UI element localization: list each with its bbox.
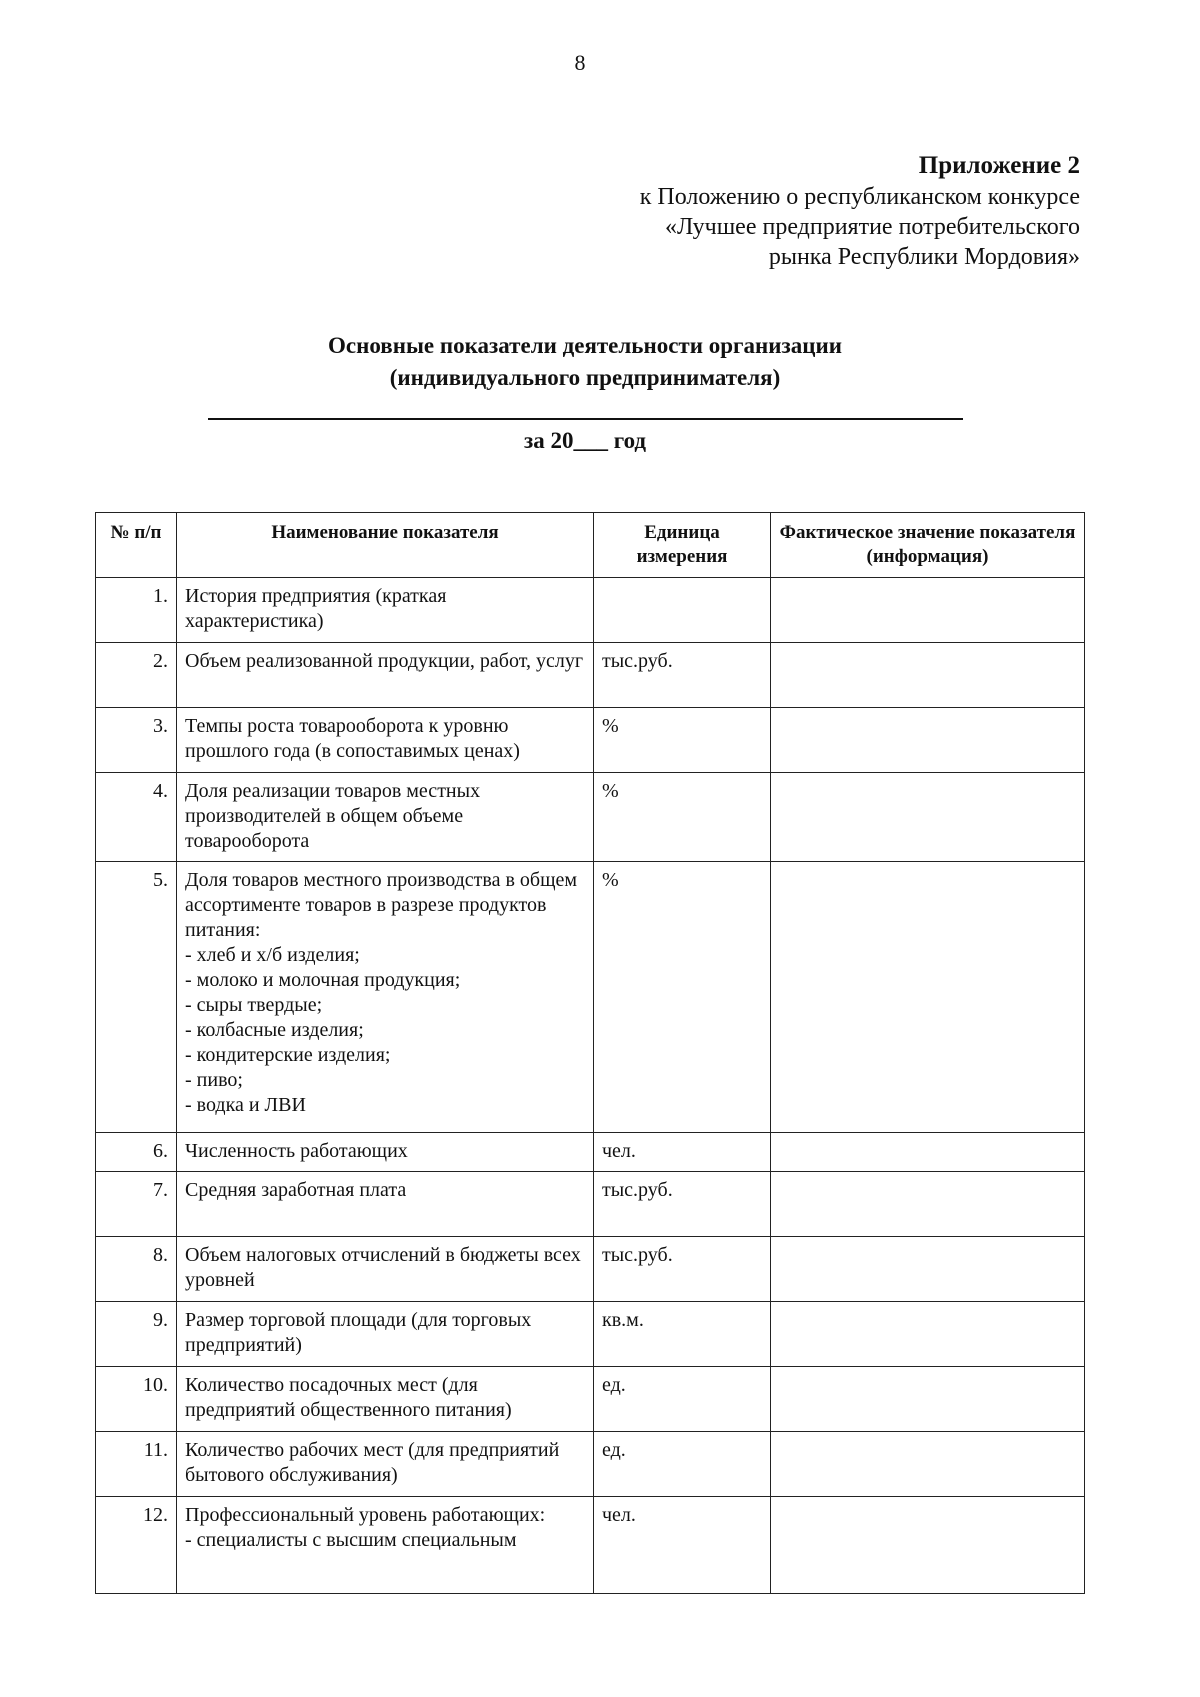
row-unit: ед. [594,1367,771,1432]
row-num: 9. [96,1302,177,1367]
row-unit: тыс.руб. [594,1237,771,1302]
row-unit: % [594,708,771,773]
row-unit: чел. [594,1497,771,1594]
header-num: № п/п [96,513,177,578]
document-title [140,330,1030,394]
table-row [96,1302,1085,1367]
row-name: Доля реализации товаров местных производителей в общем объеме товарооборота [177,773,594,862]
row-unit: ед. [594,1432,771,1497]
row-num: 8. [96,1237,177,1302]
row-value [771,1172,1085,1237]
row-num: 11. [96,1432,177,1497]
row-num: 12. [96,1497,177,1594]
page-number: 8 [574,50,586,75]
row-value [771,708,1085,773]
row-name: Объем реализованной продукции, работ, услуг [177,643,594,708]
row-name: Профессиональный уровень работающих: [185,1504,546,1526]
row-num: 7. [96,1172,177,1237]
row-name: Количество посадочных мест (для предприятий общественного питания) [177,1367,594,1432]
document-title-line-2: (индивидуального предпринимателя) [389,365,781,390]
row-unit: % [594,773,771,862]
sub-item: - специалисты с высшим специальным [185,1529,517,1551]
table-row [96,1237,1085,1302]
row-num: 3. [96,708,177,773]
row-unit: % [594,862,771,1133]
appendix-block [640,150,1080,272]
table-row [96,1497,1085,1594]
row-name-cell [177,862,594,1133]
table-row [96,1367,1085,1432]
document-title-line-1: Основные показатели деятельности организации [328,333,842,358]
sub-item: - кондитерские изделия; [185,1044,391,1066]
sub-item: - молоко и молочная продукция; [185,969,461,991]
row-name: Средняя заработная плата [177,1172,594,1237]
table-row [96,1172,1085,1237]
row-num: 4. [96,773,177,862]
row-unit [594,578,771,643]
table-row [96,862,1085,1133]
row-value [771,1302,1085,1367]
row-num: 10. [96,1367,177,1432]
row-unit: кв.м. [594,1302,771,1367]
organization-name-line [208,418,963,420]
row-value [771,578,1085,643]
table-row [96,708,1085,773]
row-name-cell [177,1497,594,1594]
indicators-table [95,512,1085,1594]
table-row [96,578,1085,643]
sub-item: - хлеб и х/б изделия; [185,944,360,966]
appendix-line-3: рынка Республики Мордовия» [768,244,1080,270]
row-name: Объем налоговых отчислений в бюджеты всех уровней [177,1237,594,1302]
header-value: Фактическое значение показателя (информация) [771,513,1085,578]
table-row [96,773,1085,862]
row-name: Размер торговой площади (для торговых предприятий) [177,1302,594,1367]
period-label: за 20___ год [523,428,647,453]
row-num: 2. [96,643,177,708]
appendix-title: Приложение 2 [918,152,1080,179]
row-value [771,1432,1085,1497]
row-name: Количество рабочих мест (для предприятий бытового обслуживания) [177,1432,594,1497]
table-row [96,643,1085,708]
row-num: 6. [96,1133,177,1172]
row-value [771,1133,1085,1172]
header-unit: Единица измерения [594,513,771,578]
sub-item: - водка и ЛВИ [185,1094,306,1116]
appendix-line-2: «Лучшее предприятие потребительского [664,214,1080,240]
table-row [96,1432,1085,1497]
row-num: 5. [96,862,177,1133]
row-value [771,1237,1085,1302]
row-value [771,1497,1085,1594]
sub-item: - сыры твердые; [185,994,323,1016]
row-name: Доля товаров местного производства в общем ассортименте товаров в разрезе продуктов питания: [185,869,578,941]
row-name: История предприятия (краткая характеристика) [177,578,594,643]
row-value [771,643,1085,708]
row-unit: чел. [594,1133,771,1172]
row-value [771,1367,1085,1432]
sub-item: - пиво; [185,1069,243,1091]
table-row [96,1133,1085,1172]
header-name: Наименование показателя [177,513,594,578]
row-name: Численность работающих [177,1133,594,1172]
table-header-row [96,513,1085,578]
row-num: 1. [96,578,177,643]
row-unit: тыс.руб. [594,643,771,708]
sub-item: - колбасные изделия; [185,1019,364,1041]
row-unit: тыс.руб. [594,1172,771,1237]
row-value [771,862,1085,1133]
row-name: Темпы роста товарооборота к уровню прошлого года (в сопоставимых ценах) [177,708,594,773]
appendix-line-1: к Положению о республиканском конкурсе [639,184,1080,210]
row-value [771,773,1085,862]
